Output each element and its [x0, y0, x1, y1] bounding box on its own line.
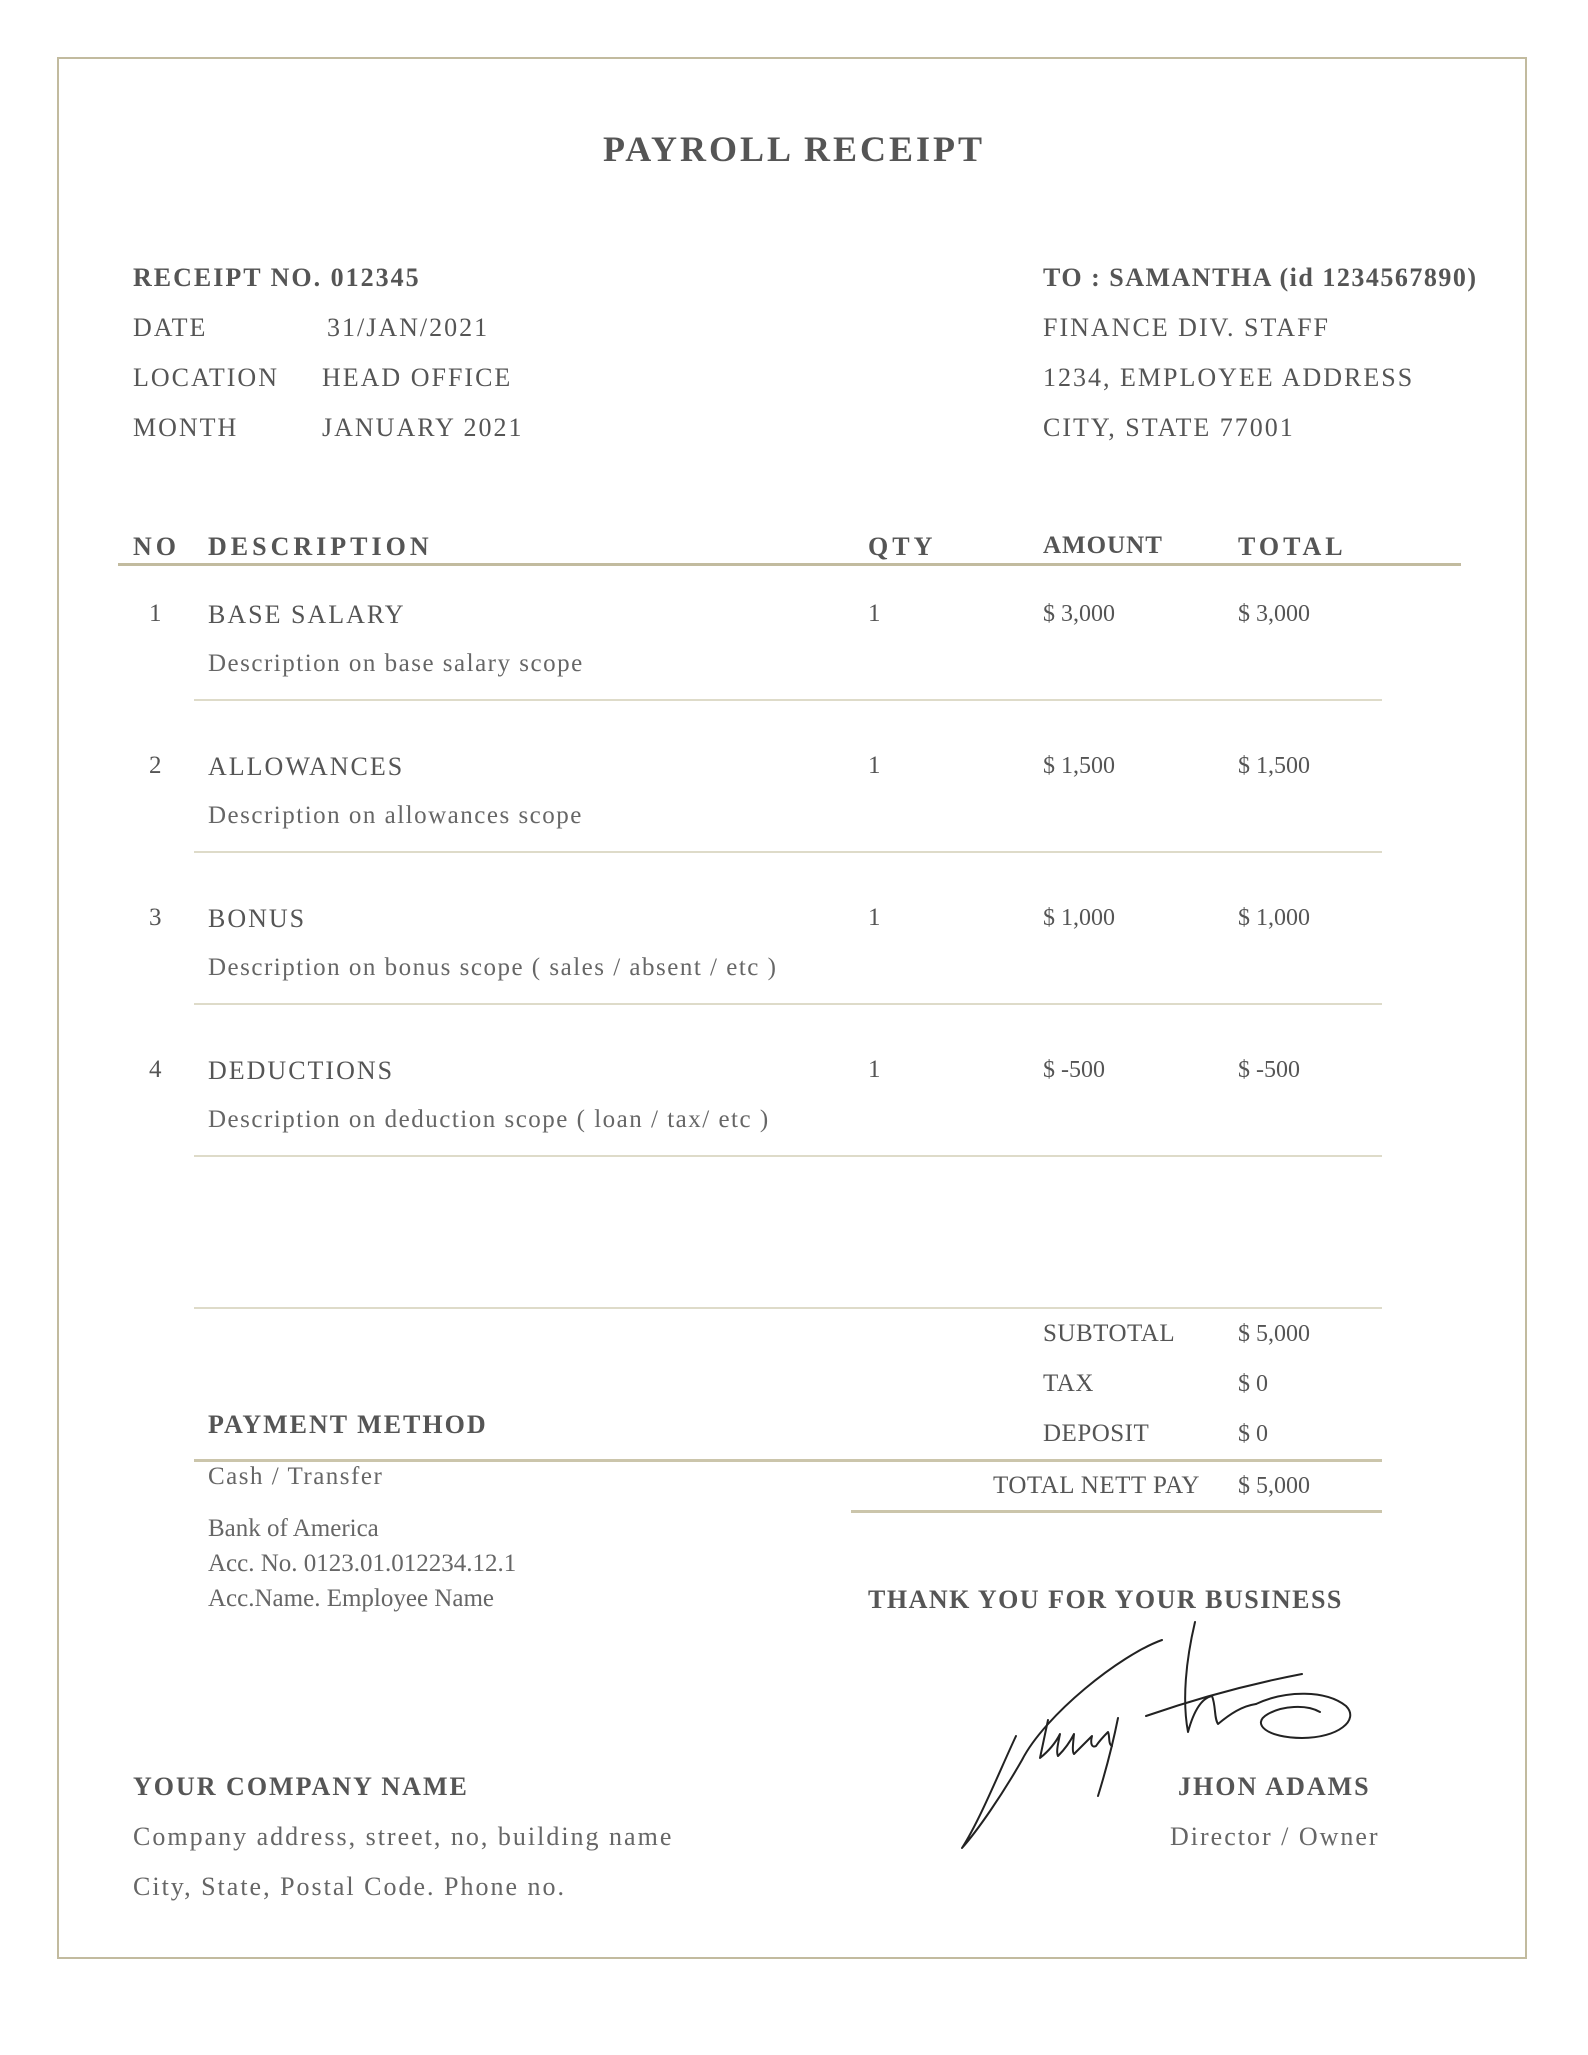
header-description: DESCRIPTION — [208, 532, 433, 561]
location-value: HEAD OFFICE — [322, 363, 513, 392]
page-title: PAYROLL RECEIPT — [602, 129, 986, 169]
row-amount: $ 3,000 — [1043, 601, 1115, 627]
row-title: ALLOWANCES — [208, 752, 405, 781]
row-title: BONUS — [208, 904, 307, 933]
recipient-address: 1234, EMPLOYEE ADDRESS — [1043, 363, 1415, 392]
row-qty: 1 — [868, 600, 881, 627]
summary-divider — [194, 1307, 1382, 1309]
row-number: 3 — [149, 904, 162, 931]
recipient-to: TO : SAMANTHA (id 1234567890) — [1043, 263, 1478, 292]
location-label: LOCATION — [133, 363, 279, 392]
payment-method-value: Cash / Transfer — [208, 1463, 384, 1490]
date-label: DATE — [133, 313, 208, 342]
header-divider — [118, 563, 1461, 566]
subtotal-label: SUBTOTAL — [1043, 1320, 1176, 1347]
total-nett-pay-value: $ 5,000 — [1238, 1473, 1310, 1499]
row-divider — [194, 699, 1382, 701]
company-name: YOUR COMPANY NAME — [133, 1772, 469, 1801]
row-description: Description on base salary scope — [208, 650, 584, 677]
signer-name: JHON ADAMS — [1178, 1772, 1371, 1801]
row-qty: 1 — [868, 752, 881, 779]
row-title: DEDUCTIONS — [208, 1056, 395, 1085]
recipient-city: CITY, STATE 77001 — [1043, 413, 1295, 442]
payment-method-heading: PAYMENT METHOD — [208, 1410, 488, 1439]
row-description: Description on bonus scope ( sales / absent / etc ) — [208, 954, 778, 981]
thank-you-message: THANK YOU FOR YOUR BUSINESS — [868, 1585, 1343, 1614]
row-total: $ 1,500 — [1238, 753, 1310, 779]
row-amount: $ 1,500 — [1043, 753, 1115, 779]
row-divider — [194, 851, 1382, 853]
header-total: TOTAL — [1238, 532, 1347, 561]
row-total: $ 1,000 — [1238, 905, 1310, 931]
bank-account-name: Acc.Name. Employee Name — [208, 1585, 494, 1612]
month-value: JANUARY 2021 — [322, 413, 524, 442]
payment-divider — [194, 1459, 1382, 1462]
row-title: BASE SALARY — [208, 600, 406, 629]
row-number: 2 — [149, 752, 162, 779]
row-qty: 1 — [868, 1056, 881, 1083]
row-qty: 1 — [868, 904, 881, 931]
company-city: City, State, Postal Code. Phone no. — [133, 1872, 567, 1901]
subtotal-value: $ 5,000 — [1238, 1321, 1310, 1347]
bank-account-number: Acc. No. 0123.01.012234.12.1 — [208, 1550, 517, 1577]
tax-label: TAX — [1043, 1370, 1094, 1397]
header-no: NO — [133, 532, 180, 561]
row-divider — [194, 1155, 1382, 1157]
deposit-value: $ 0 — [1238, 1421, 1268, 1447]
recipient-division: FINANCE DIV. STAFF — [1043, 313, 1330, 342]
bank-name: Bank of America — [208, 1515, 379, 1542]
tax-value: $ 0 — [1238, 1371, 1268, 1397]
deposit-label: DEPOSIT — [1043, 1420, 1150, 1447]
row-amount: $ -500 — [1043, 1057, 1105, 1083]
receipt-number: RECEIPT NO. 012345 — [133, 263, 421, 292]
month-label: MONTH — [133, 413, 239, 442]
date-value: 31/JAN/2021 — [327, 313, 490, 342]
header-amount: AMOUNT — [1043, 532, 1163, 559]
total-divider — [851, 1510, 1382, 1513]
row-amount: $ 1,000 — [1043, 905, 1115, 931]
company-address: Company address, street, no, building name — [133, 1822, 674, 1851]
row-description: Description on allowances scope — [208, 802, 583, 829]
row-total: $ -500 — [1238, 1057, 1300, 1083]
row-description: Description on deduction scope ( loan / tax/ etc ) — [208, 1106, 770, 1133]
total-nett-pay-label: TOTAL NETT PAY — [993, 1472, 1200, 1499]
header-qty: QTY — [868, 532, 937, 561]
row-total: $ 3,000 — [1238, 601, 1310, 627]
row-number: 1 — [149, 600, 162, 627]
row-number: 4 — [149, 1056, 162, 1083]
row-divider — [194, 1003, 1382, 1005]
signer-role: Director / Owner — [1170, 1822, 1380, 1851]
